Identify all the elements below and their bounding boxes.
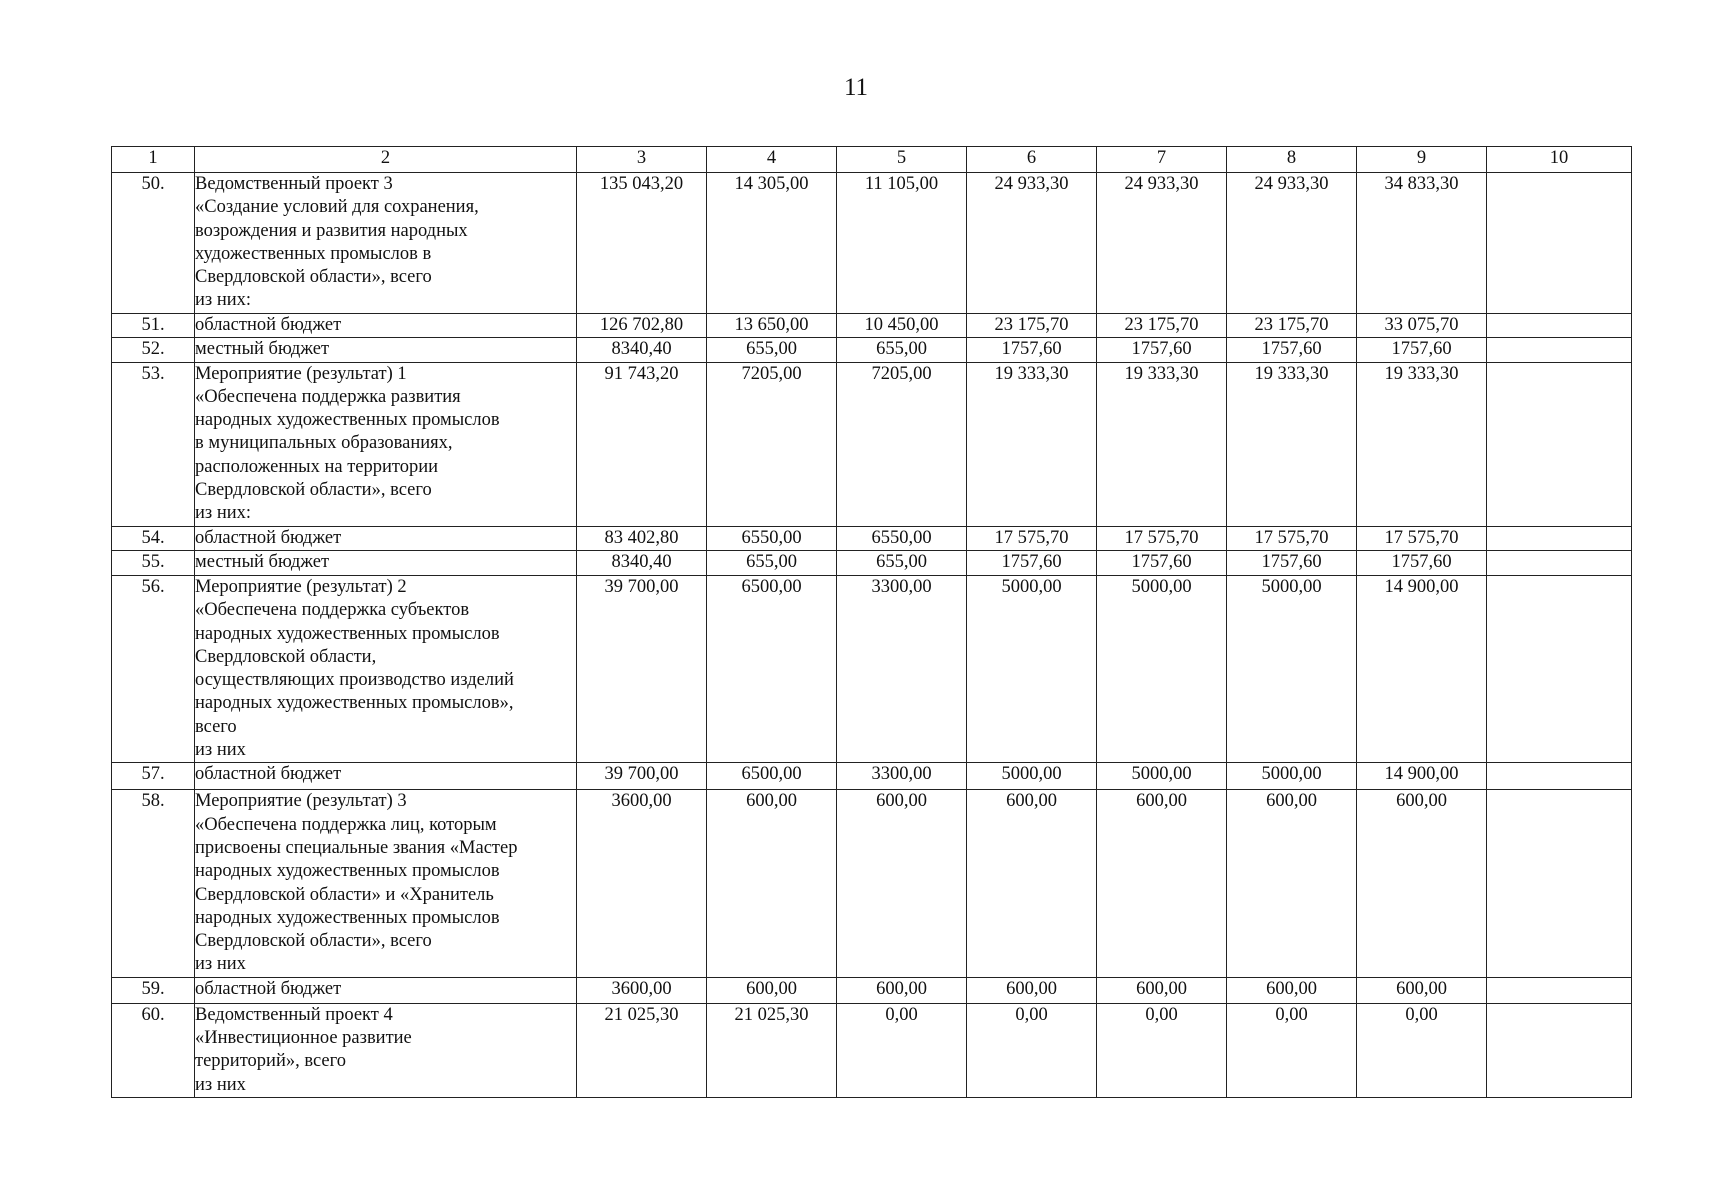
amount-cell: 19 333,30 (1357, 362, 1487, 526)
empty-cell (1487, 977, 1632, 1003)
column-header: 10 (1487, 147, 1632, 173)
amount-cell: 0,00 (1097, 1003, 1227, 1097)
amount-cell: 7205,00 (707, 362, 837, 526)
amount-cell: 1757,60 (1357, 338, 1487, 362)
empty-cell (1487, 526, 1632, 550)
table-row (112, 550, 1632, 575)
row-number: 56. (112, 575, 195, 762)
amount-cell: 11 105,00 (837, 173, 967, 314)
amount-cell: 17 575,70 (1097, 526, 1227, 550)
budget-table (111, 146, 1632, 1098)
amount-cell: 6500,00 (707, 763, 837, 790)
amount-cell: 24 933,30 (1097, 173, 1227, 314)
amount-cell: 39 700,00 (577, 763, 707, 790)
row-number: 60. (112, 1003, 195, 1097)
amount-cell: 600,00 (1097, 977, 1227, 1003)
amount-cell: 135 043,20 (577, 173, 707, 314)
row-description: областной бюджет (195, 526, 577, 550)
empty-cell (1487, 338, 1632, 362)
amount-cell: 600,00 (967, 790, 1097, 977)
amount-cell: 1757,60 (1357, 550, 1487, 575)
amount-cell: 600,00 (707, 977, 837, 1003)
table-row (112, 977, 1632, 1003)
amount-cell: 23 175,70 (1227, 314, 1357, 338)
table-row (112, 790, 1632, 977)
row-description: областной бюджет (195, 314, 577, 338)
row-description: Ведомственный проект 4 «Инвестиционное развитие территорий», всего из них (195, 1003, 577, 1097)
amount-cell: 0,00 (1227, 1003, 1357, 1097)
row-description: Мероприятие (результат) 2 «Обеспечена поддержка субъектов народных художественных промыслов Свердловской области, осуществляющих производство изделий народных художественных промыслов», всего из них (195, 575, 577, 762)
amount-cell: 5000,00 (1227, 575, 1357, 762)
row-description: областной бюджет (195, 977, 577, 1003)
table-row (112, 173, 1632, 314)
row-description: Ведомственный проект 3 «Создание условий для сохранения, возрождения и развития народных художественных промыслов в Свердловской области», всего из них: (195, 173, 577, 314)
amount-cell: 17 575,70 (1357, 526, 1487, 550)
amount-cell: 3300,00 (837, 763, 967, 790)
amount-cell: 23 175,70 (1097, 314, 1227, 338)
amount-cell: 21 025,30 (707, 1003, 837, 1097)
amount-cell: 24 933,30 (967, 173, 1097, 314)
row-description: местный бюджет (195, 550, 577, 575)
amount-cell: 24 933,30 (1227, 173, 1357, 314)
amount-cell: 14 900,00 (1357, 575, 1487, 762)
column-header: 8 (1227, 147, 1357, 173)
amount-cell: 655,00 (837, 338, 967, 362)
amount-cell: 600,00 (967, 977, 1097, 1003)
row-number: 58. (112, 790, 195, 977)
amount-cell: 39 700,00 (577, 575, 707, 762)
amount-cell: 600,00 (1357, 977, 1487, 1003)
column-header: 6 (967, 147, 1097, 173)
amount-cell: 0,00 (1357, 1003, 1487, 1097)
table-row (112, 314, 1632, 338)
amount-cell: 8340,40 (577, 550, 707, 575)
row-number: 57. (112, 763, 195, 790)
empty-cell (1487, 362, 1632, 526)
amount-cell: 33 075,70 (1357, 314, 1487, 338)
amount-cell: 5000,00 (967, 763, 1097, 790)
row-description: Мероприятие (результат) 3 «Обеспечена поддержка лиц, которым присвоены специальные звания «Мастер народных художественных промыслов Свердловской области» и «Хранитель народных художественных промыслов Свердловской области», всего из них (195, 790, 577, 977)
table-row (112, 362, 1632, 526)
empty-cell (1487, 550, 1632, 575)
amount-cell: 83 402,80 (577, 526, 707, 550)
column-header: 3 (577, 147, 707, 173)
column-header: 4 (707, 147, 837, 173)
amount-cell: 6500,00 (707, 575, 837, 762)
amount-cell: 655,00 (707, 550, 837, 575)
amount-cell: 5000,00 (1227, 763, 1357, 790)
amount-cell: 1757,60 (1097, 550, 1227, 575)
amount-cell: 7205,00 (837, 362, 967, 526)
amount-cell: 5000,00 (967, 575, 1097, 762)
column-header: 2 (195, 147, 577, 173)
column-header: 9 (1357, 147, 1487, 173)
amount-cell: 3600,00 (577, 790, 707, 977)
page-number: 11 (843, 74, 869, 101)
row-number: 55. (112, 550, 195, 575)
row-description: областной бюджет (195, 763, 577, 790)
row-number: 50. (112, 173, 195, 314)
amount-cell: 1757,60 (1227, 550, 1357, 575)
amount-cell: 3600,00 (577, 977, 707, 1003)
amount-cell: 1757,60 (1097, 338, 1227, 362)
row-number: 51. (112, 314, 195, 338)
amount-cell: 1757,60 (1227, 338, 1357, 362)
amount-cell: 19 333,30 (1097, 362, 1227, 526)
amount-cell: 600,00 (1227, 977, 1357, 1003)
amount-cell: 21 025,30 (577, 1003, 707, 1097)
row-number: 54. (112, 526, 195, 550)
empty-cell (1487, 1003, 1632, 1097)
amount-cell: 600,00 (1357, 790, 1487, 977)
row-description: местный бюджет (195, 338, 577, 362)
amount-cell: 3300,00 (837, 575, 967, 762)
amount-cell: 13 650,00 (707, 314, 837, 338)
amount-cell: 19 333,30 (967, 362, 1097, 526)
column-header: 7 (1097, 147, 1227, 173)
amount-cell: 0,00 (967, 1003, 1097, 1097)
amount-cell: 34 833,30 (1357, 173, 1487, 314)
amount-cell: 6550,00 (707, 526, 837, 550)
amount-cell: 91 743,20 (577, 362, 707, 526)
empty-cell (1487, 790, 1632, 977)
amount-cell: 14 900,00 (1357, 763, 1487, 790)
amount-cell: 19 333,30 (1227, 362, 1357, 526)
amount-cell: 655,00 (707, 338, 837, 362)
amount-cell: 1757,60 (967, 550, 1097, 575)
amount-cell: 600,00 (707, 790, 837, 977)
amount-cell: 17 575,70 (967, 526, 1097, 550)
amount-cell: 8340,40 (577, 338, 707, 362)
amount-cell: 10 450,00 (837, 314, 967, 338)
table-row (112, 575, 1632, 762)
amount-cell: 600,00 (837, 790, 967, 977)
column-header: 1 (112, 147, 195, 173)
table-row (112, 1003, 1632, 1097)
amount-cell: 23 175,70 (967, 314, 1097, 338)
amount-cell: 126 702,80 (577, 314, 707, 338)
empty-cell (1487, 763, 1632, 790)
header-row (112, 147, 1632, 173)
row-number: 53. (112, 362, 195, 526)
column-header: 5 (837, 147, 967, 173)
row-number: 59. (112, 977, 195, 1003)
table-row (112, 338, 1632, 362)
amount-cell: 655,00 (837, 550, 967, 575)
amount-cell: 600,00 (1227, 790, 1357, 977)
row-description: Мероприятие (результат) 1 «Обеспечена поддержка развития народных художественных промыслов в муниципальных образованиях, расположенных на территории Свердловской области», всего из них: (195, 362, 577, 526)
amount-cell: 0,00 (837, 1003, 967, 1097)
amount-cell: 600,00 (1097, 790, 1227, 977)
amount-cell: 5000,00 (1097, 763, 1227, 790)
amount-cell: 1757,60 (967, 338, 1097, 362)
amount-cell: 14 305,00 (707, 173, 837, 314)
empty-cell (1487, 314, 1632, 338)
table-row (112, 763, 1632, 790)
amount-cell: 5000,00 (1097, 575, 1227, 762)
amount-cell: 6550,00 (837, 526, 967, 550)
amount-cell: 17 575,70 (1227, 526, 1357, 550)
empty-cell (1487, 575, 1632, 762)
amount-cell: 600,00 (837, 977, 967, 1003)
table-row (112, 526, 1632, 550)
empty-cell (1487, 173, 1632, 314)
row-number: 52. (112, 338, 195, 362)
